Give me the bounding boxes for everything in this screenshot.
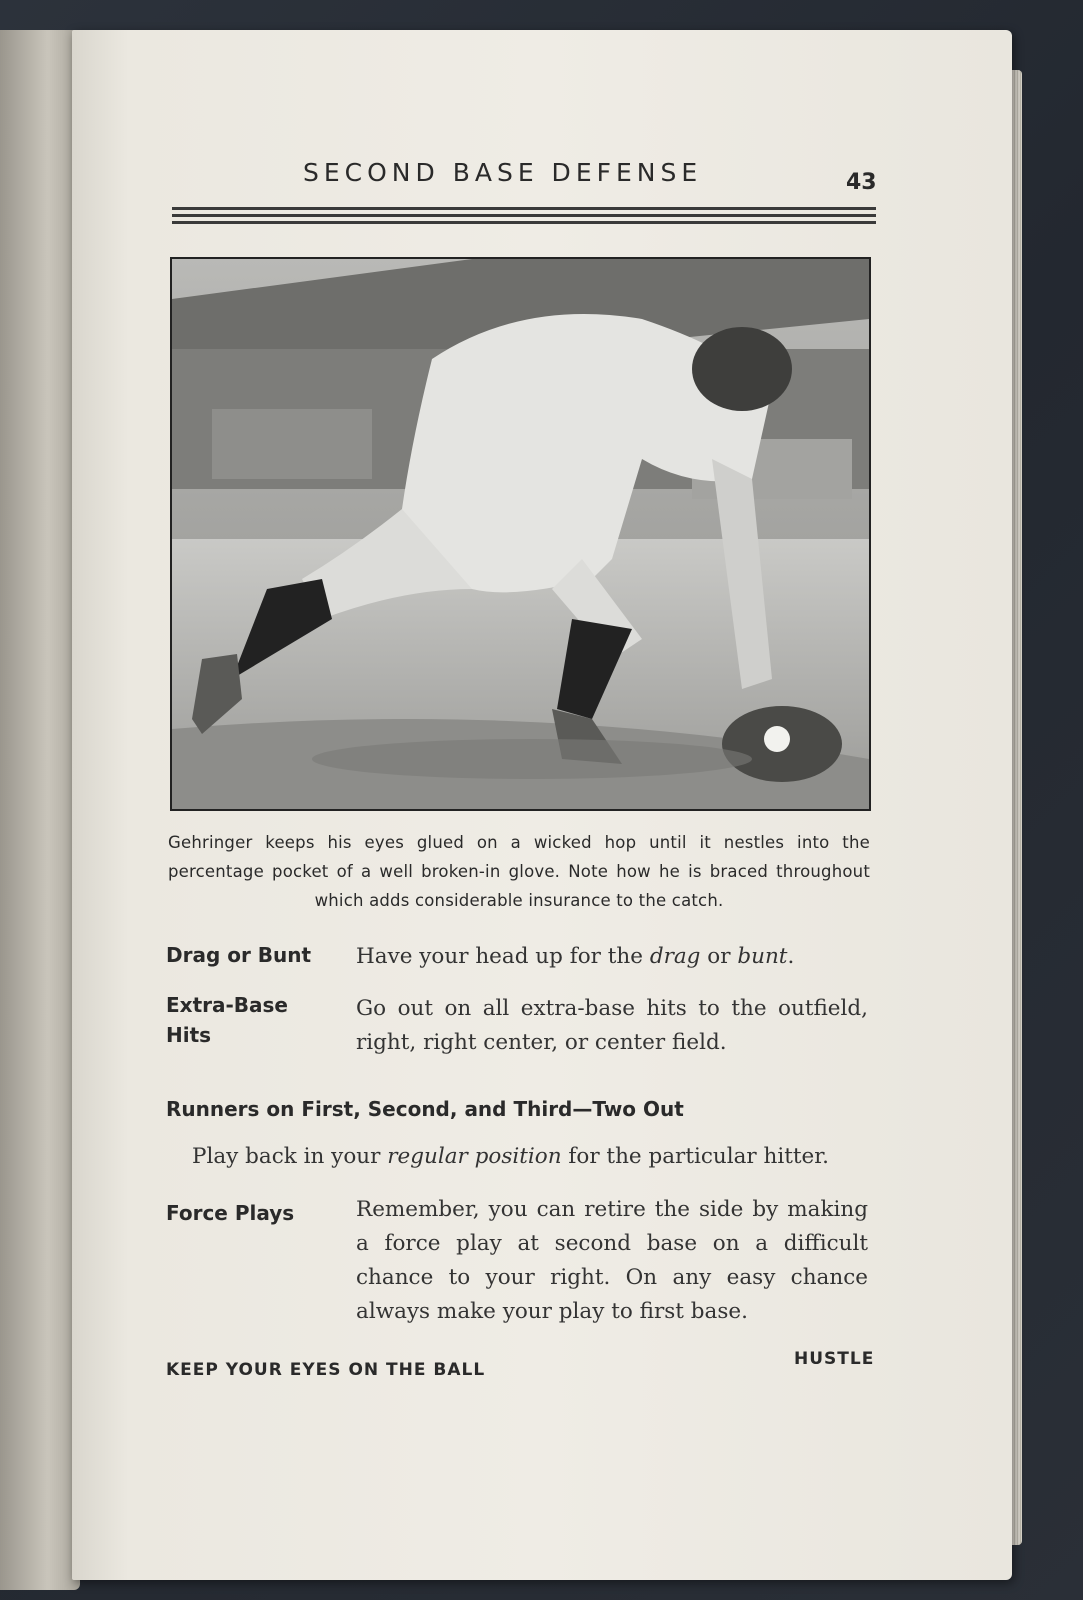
baseball-fielder-photo: [170, 257, 871, 811]
page-title: SECOND BASE DEFENSE: [303, 158, 703, 187]
text-play-back: [192, 1144, 872, 1169]
text-force-plays: Remember, you can retire the side by making a force play at second base on a difficult chance to your right. On any easy chance always make your play to first base.: [356, 1197, 868, 1324]
header-rules: [172, 207, 876, 231]
drag-text-em1: drag: [649, 944, 701, 969]
footer-left: KEEP YOUR EYES ON THE BALL: [166, 1360, 486, 1380]
page-number: 43: [846, 170, 877, 195]
heading-runners: Runners on First, Second, and Third—Two Out: [166, 1097, 684, 1121]
header-rule-1: [172, 207, 876, 210]
drag-text-em2: bunt: [737, 944, 788, 969]
header-rule-3: [172, 221, 876, 224]
text-extra-base-hits: Go out on all extra-base hits to the outfield, right, right center, or center field.: [356, 996, 868, 1055]
label-extra-base-line2: Hits: [166, 1023, 212, 1047]
photo-illustration: [172, 259, 869, 809]
play-back-em: regular position: [387, 1144, 562, 1169]
drag-text-c: .: [787, 944, 795, 969]
header-rule-2: [172, 214, 876, 217]
drag-text-b: or: [700, 944, 738, 969]
play-back-b: for the particular hitter.: [561, 1144, 830, 1169]
label-drag-or-bunt: Drag or Bunt: [166, 943, 312, 967]
photo-caption: Gehringer keeps his eyes glued on a wicked hop until it nestles into the percentage pocket of a well broken-in glove. Note how he is braced throughout which adds considerable insurance to the catch.: [168, 833, 870, 910]
label-extra-base-hits: [166, 990, 288, 1050]
label-extra-base-line1: Extra-Base: [166, 993, 288, 1017]
label-force-plays: Force Plays: [166, 1201, 295, 1225]
text-drag-or-bunt: [356, 940, 868, 974]
drag-text-a: Have your head up for the: [356, 944, 650, 969]
footer-right: HUSTLE: [794, 1349, 875, 1369]
play-back-a: Play back in your: [192, 1144, 388, 1169]
previous-page-edge: [0, 30, 80, 1590]
